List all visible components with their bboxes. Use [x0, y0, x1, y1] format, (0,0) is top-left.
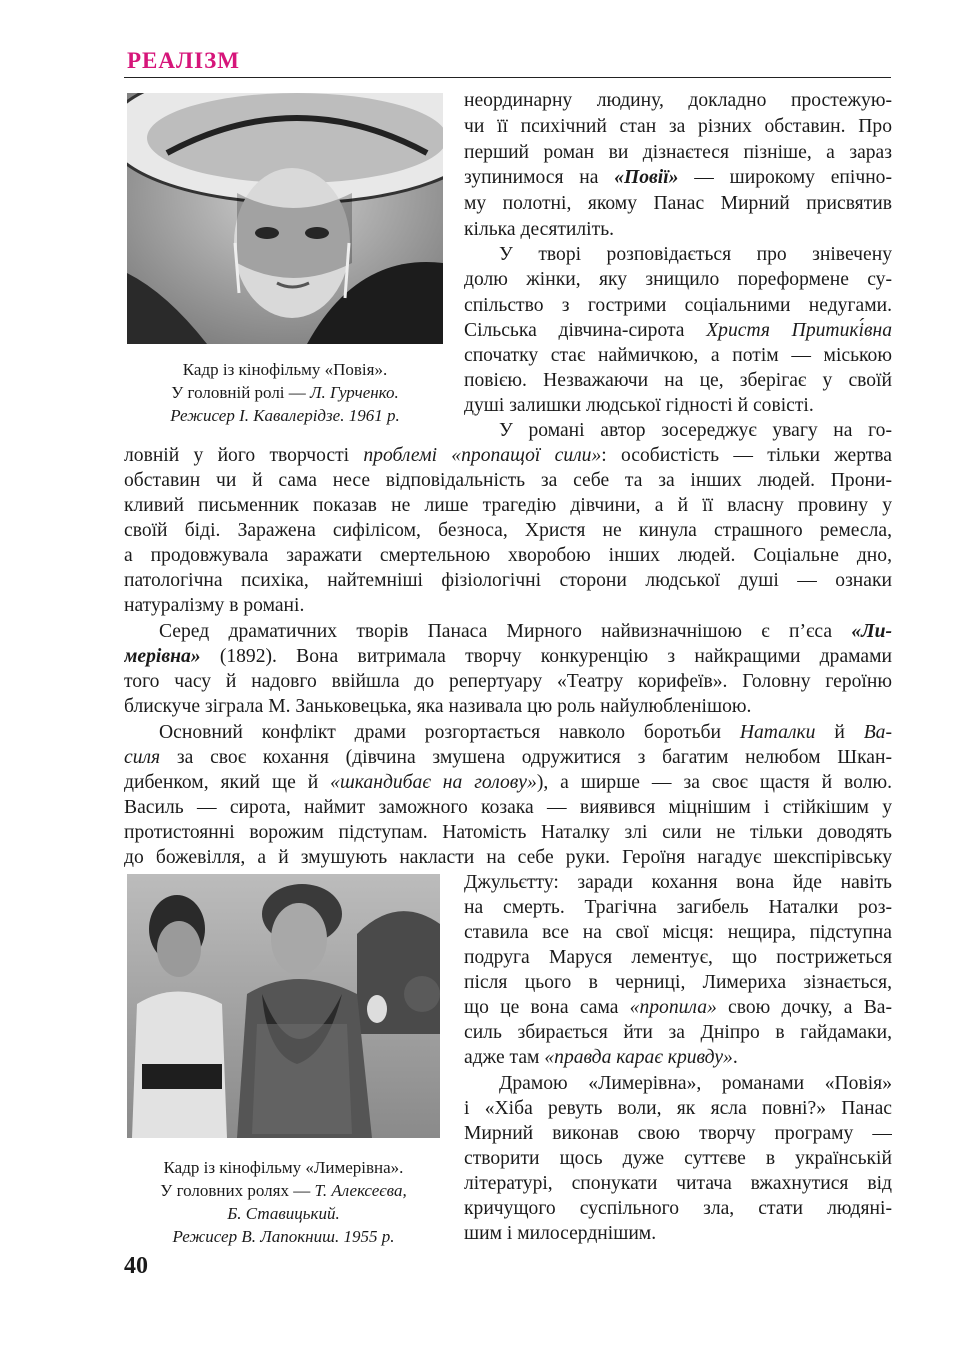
text-line: до божевілля, а й змушують накласти на себе руки. Героїня нагадує шекспірівську	[124, 847, 892, 868]
text-line: долю жінки, яку знищило пореформене су-	[464, 269, 892, 290]
character-name: Наталки	[739, 722, 816, 743]
text-line: і «Хіба ревуть воли, як ясла повні?» Панас	[464, 1098, 892, 1119]
caption-lymerivna-actor: Т. Алексеєва,	[314, 1181, 407, 1200]
text-span: ловній у його творчості	[124, 445, 364, 466]
text-line	[124, 770, 892, 795]
text-line: душі залишки людської гідності й совісті.	[464, 395, 814, 416]
text-line: неординарну людину, докладно простежую-	[464, 90, 892, 111]
text-line	[124, 745, 892, 770]
text-line: Джульєтту: заради кохання вона йде навіть	[464, 872, 892, 893]
film-still-povia	[127, 93, 443, 344]
text-line: а продовжувала заражати смертельною хворобою інших людей. Соціальне дно,	[124, 545, 892, 566]
caption-lymerivna-role: У головних ролях —	[160, 1181, 315, 1200]
film-still-lymerivna-image	[127, 874, 440, 1138]
text-line: спочатку стає наймичкою, а потім — міською	[464, 345, 892, 366]
text-span: що це вона сама	[464, 997, 630, 1018]
text-line: У романі автор зосереджує увагу на го-	[499, 420, 892, 441]
text-line: своїй біді. Заражена сифілісом, безноса, Христя не кинула страшного ремесла,	[124, 520, 892, 541]
text-line: Мирний виконав свою творчу програму —	[464, 1123, 892, 1144]
page-number: 40	[124, 1253, 148, 1279]
italic-phrase: «шкандибає на голову»	[330, 772, 537, 793]
caption-lymerivna-line1: Кадр із кінофільму «Лимерівна».	[163, 1158, 404, 1177]
text-line: після цього в черниці, Лимериха зізнається,	[464, 972, 892, 993]
text-span: (1892). Вона витримала творчу конкуренцію з найкращими драмами	[200, 646, 892, 667]
text-line	[464, 165, 892, 190]
text-line: патологічна психіка, найтемніші фізіологічні сторони людської душі — ознаки	[124, 570, 892, 591]
character-name: Ва-	[863, 722, 892, 743]
text-span: Серед драматичних творів Панаса Мирного найвизначнішою є п’єса	[159, 621, 852, 642]
text-span: : особистість — тільки жертва	[601, 445, 892, 466]
text-line: перший роман ви дізнаєтеся пізніше, а зараз	[464, 142, 892, 163]
caption-lymerivna-line4: Режисер В. Лапокниш. 1955 р.	[172, 1227, 395, 1246]
text-span: Основний конфлікт драми розгортається навколо боротьби	[159, 722, 740, 743]
text-line: обставин чи й сама несе відповідальність за себе та за інших людей. Прони-	[124, 470, 892, 491]
text-line: У творі розповідається про знівечену	[499, 244, 892, 265]
text-span: — широкому епічно-	[678, 167, 892, 188]
caption-povia-line1: Кадр із кінофільму «Повія».	[182, 360, 388, 379]
italic-phrase: проблемі «пропащої сили»	[363, 445, 602, 466]
text-line: блискуче зіграла М. Заньковецька, яка називала цю роль найулюбленішою.	[124, 696, 752, 717]
film-still-povia-image	[127, 93, 443, 344]
text-line	[124, 644, 892, 669]
text-span: свою дочку, а Ва-	[716, 997, 892, 1018]
text-line: силь збирається йти за Дніпро в гайдамаки,	[464, 1022, 892, 1043]
text-span: зупинимося на	[464, 167, 615, 188]
text-line: натуралізму в романі.	[124, 595, 305, 616]
text-span: дибенком, який ще й	[124, 772, 331, 793]
text-span: Сільська дівчина-сирота	[464, 320, 707, 341]
text-line: кілька десятиліть.	[464, 219, 615, 240]
text-span: адже там	[464, 1047, 545, 1068]
text-span: за своє кохання (дівчина змушена одружитися з багатим нелюбом Шкан-	[160, 747, 892, 768]
text-line: чи її психічний стан за різних обставин. Про	[464, 116, 892, 137]
work-title-lymerivna: мерівна»	[124, 646, 201, 667]
text-line: му полотні, якому Панас Мирний присвятив	[464, 193, 892, 214]
character-name: Христя Притикі́вна	[706, 320, 892, 341]
text-line	[124, 443, 892, 468]
text-line: Василь — сирота, наймит заможного козака — виявився міцнішим і стійкішим у	[124, 797, 892, 818]
caption-povia-actor: Л. Гурченко.	[310, 383, 399, 402]
text-line	[159, 619, 892, 644]
work-title-povia: «Повії»	[614, 167, 679, 188]
character-name: силя	[124, 747, 161, 768]
header-divider	[124, 77, 891, 78]
text-span: .	[732, 1047, 738, 1068]
text-line: створити щось дуже суттєве в українській	[464, 1148, 892, 1169]
caption-lymerivna-line3: Б. Ставицький.	[227, 1204, 340, 1223]
text-line	[159, 720, 892, 745]
caption-povia-role: У головній ролі —	[171, 383, 311, 402]
text-line	[464, 318, 892, 343]
text-line	[464, 1045, 738, 1070]
text-line	[464, 995, 892, 1020]
text-line: кричущого суспільного зла, стати людяні-	[464, 1198, 892, 1219]
text-line: на смерть. Трагічна загибель Наталки роз-	[464, 897, 892, 918]
text-line: того часу й надовго ввійшла до репертуару «Театру корифеїв». Головну героїню	[124, 671, 892, 692]
section-title: РЕАЛІЗМ	[127, 48, 240, 73]
text-line: Драмою «Лимерівна», романами «Повія»	[499, 1073, 892, 1094]
caption-povia-line3: Режисер І. Кавалерідзе. 1961 р.	[170, 406, 400, 425]
text-line: ставила все на свої місця: нещира, підступна	[464, 922, 892, 943]
text-line: кливий письменник показав не лише трагедію дівчини, а й її власну провину у	[124, 495, 892, 516]
text-line: літературі, спонукати читача вжахнутися від	[464, 1173, 892, 1194]
italic-phrase: «правда карає кривду»	[544, 1047, 733, 1068]
text-line: подруга Маруся лементує, що пострижеться	[464, 947, 892, 968]
italic-phrase: «пропила»	[629, 997, 717, 1018]
caption-lymerivna-line2	[127, 1179, 440, 1202]
text-line: повією. Незважаючи на це, зберігає у своїй	[464, 370, 892, 391]
text-span: ), а ширше — за своє щастя й волю.	[536, 772, 892, 793]
caption-povia-line2	[127, 381, 443, 404]
film-still-lymerivna	[127, 874, 440, 1138]
text-span: й	[815, 722, 864, 743]
work-title-lymerivna: «Ли-	[851, 621, 892, 642]
text-line: спільство з гострими соціальними недугами.	[464, 295, 892, 316]
text-line: протистоянні ворожим підступам. Натомість Наталку злі сили не тільки доводять	[124, 822, 892, 843]
text-line: шим і милосерднішим.	[464, 1223, 657, 1244]
